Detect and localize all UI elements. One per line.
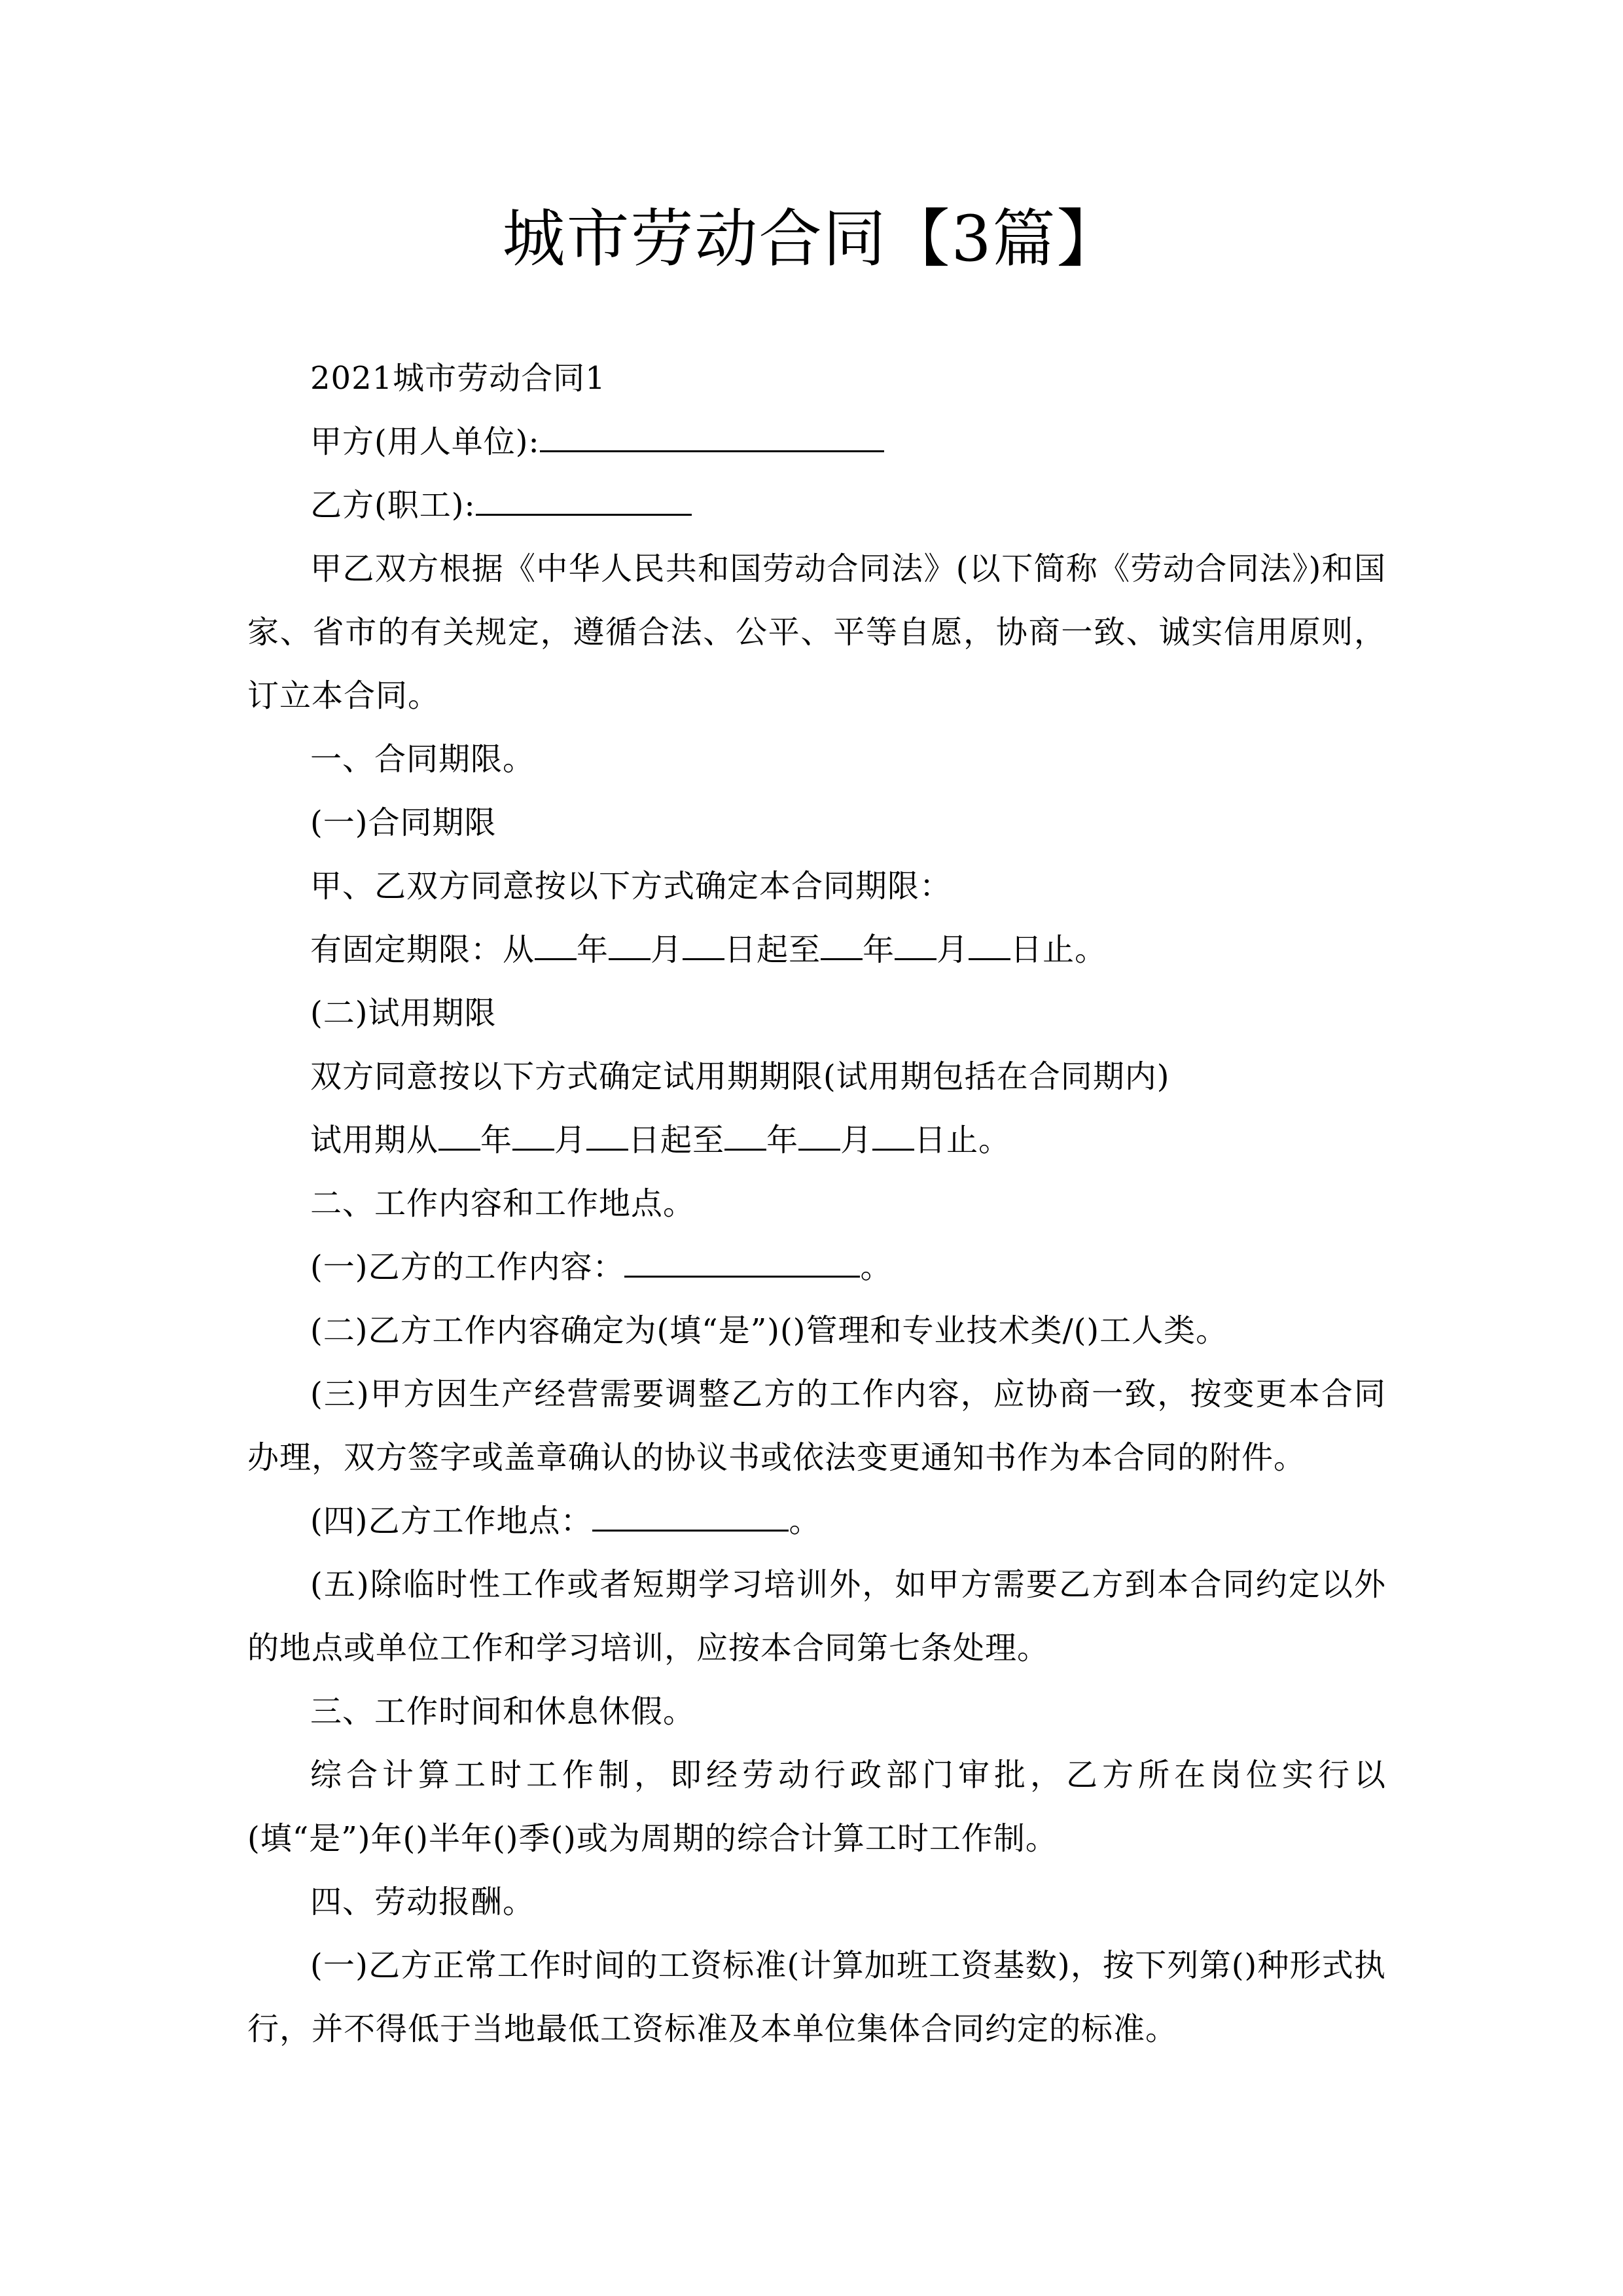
probation-end-month-blank[interactable] xyxy=(798,1122,840,1151)
period: 。 xyxy=(860,1249,893,1285)
section2-item3: (三)甲方因生产经营需要调整乙方的工作内容，应协商一致，按变更本合同办理，双方签字或盖章确认的协议书或依法变更通知书作为本合同的附件。 xyxy=(247,1376,1386,1476)
section3-text: 综合计算工时工作制，即经劳动行政部门审批，乙方所在岗位实行以(填“是”)年()半年()季()或为周期的综合计算工时工作制。 xyxy=(247,1757,1386,1857)
party-a-label: 甲方(用人单位): xyxy=(310,423,540,460)
party-a-line xyxy=(247,410,1386,474)
section2-item1 xyxy=(247,1236,1386,1299)
probation-start-month-blank[interactable] xyxy=(512,1122,554,1151)
contract-subtitle: 2021城市劳动合同1 xyxy=(310,360,606,397)
section1-sub2-text: 双方同意按以下方式确定试用期期限(试用期包括在合同期内) xyxy=(310,1058,1170,1095)
probation-line xyxy=(247,1109,1386,1172)
fixed-term-line xyxy=(247,918,1386,982)
section1-heading: 一、合同期限。 xyxy=(310,741,535,778)
day-from-label: 日起至 xyxy=(724,931,821,968)
fixed-term-start-month-blank[interactable] xyxy=(609,932,651,960)
day-to-label: 日止。 xyxy=(1010,931,1107,968)
work-place-label: (四)乙方工作地点： xyxy=(310,1503,593,1539)
work-content-label: (一)乙方的工作内容： xyxy=(310,1249,625,1285)
party-b-label: 乙方(职工): xyxy=(310,487,476,524)
year-label: 年 xyxy=(480,1122,513,1158)
day-to-label: 日止。 xyxy=(914,1122,1011,1158)
section4-item1: (一)乙方正常工作时间的工资标准(计算加班工资基数)，按下列第()种形式执行，并不得低于当地最低工资标准及本单位集体合同约定的标准。 xyxy=(247,1947,1386,2047)
probation-start-day-blank[interactable] xyxy=(586,1122,628,1151)
section1-sub1-text: 甲、乙双方同意按以下方式确定本合同期限： xyxy=(310,868,952,905)
document-title: 城市劳动合同【3篇】 xyxy=(502,202,1121,276)
section2-item5: (五)除临时性工作或者短期学习培训外，如甲方需要乙方到本合同约定以外的地点或单位工作和学习培训，应按本合同第七条处理。 xyxy=(247,1566,1386,1666)
year-label: 年 xyxy=(766,1122,799,1158)
probation-end-year-blank[interactable] xyxy=(724,1122,766,1151)
section2-item2: (二)乙方工作内容确定为(填“是”)()管理和专业技术类/()工人类。 xyxy=(310,1312,1228,1349)
year-label: 年 xyxy=(863,931,895,968)
month-label: 月 xyxy=(554,1122,587,1158)
section2-item4 xyxy=(247,1490,1386,1553)
probation-prefix: 试用期从 xyxy=(310,1122,439,1158)
fixed-term-end-year-blank[interactable] xyxy=(821,932,863,960)
work-content-blank[interactable] xyxy=(624,1249,860,1278)
work-place-blank[interactable] xyxy=(592,1503,789,1532)
section3-heading: 三、工作时间和休息休假。 xyxy=(310,1693,696,1730)
fixed-term-end-day-blank[interactable] xyxy=(969,932,1010,960)
document-body xyxy=(247,347,1386,2061)
month-label: 月 xyxy=(651,931,683,968)
section2-heading: 二、工作内容和工作地点。 xyxy=(310,1185,696,1222)
party-b-line xyxy=(247,474,1386,537)
fixed-term-start-year-blank[interactable] xyxy=(535,932,577,960)
fixed-term-end-month-blank[interactable] xyxy=(895,932,936,960)
party-b-blank[interactable] xyxy=(476,488,692,516)
section1-sub2-heading: (二)试用期限 xyxy=(310,995,497,1031)
month-label: 月 xyxy=(936,931,969,968)
fixed-term-prefix: 有固定期限：从 xyxy=(310,931,535,968)
party-a-blank[interactable] xyxy=(540,424,884,452)
fixed-term-start-day-blank[interactable] xyxy=(683,932,724,960)
day-from-label: 日起至 xyxy=(628,1122,725,1158)
section4-heading: 四、劳动报酬。 xyxy=(310,1884,535,1920)
preamble-paragraph: 甲乙双方根据《中华人民共和国劳动合同法》(以下简称《劳动合同法》)和国家、省市的有关规定，遵循合法、公平、平等自愿，协商一致、诚实信用原则，订立本合同。 xyxy=(247,550,1386,714)
period: 。 xyxy=(789,1503,821,1539)
section1-sub1-heading: (一)合同期限 xyxy=(310,804,497,841)
probation-start-year-blank[interactable] xyxy=(438,1122,480,1151)
year-label: 年 xyxy=(577,931,609,968)
probation-end-day-blank[interactable] xyxy=(872,1122,914,1151)
month-label: 月 xyxy=(840,1122,873,1158)
